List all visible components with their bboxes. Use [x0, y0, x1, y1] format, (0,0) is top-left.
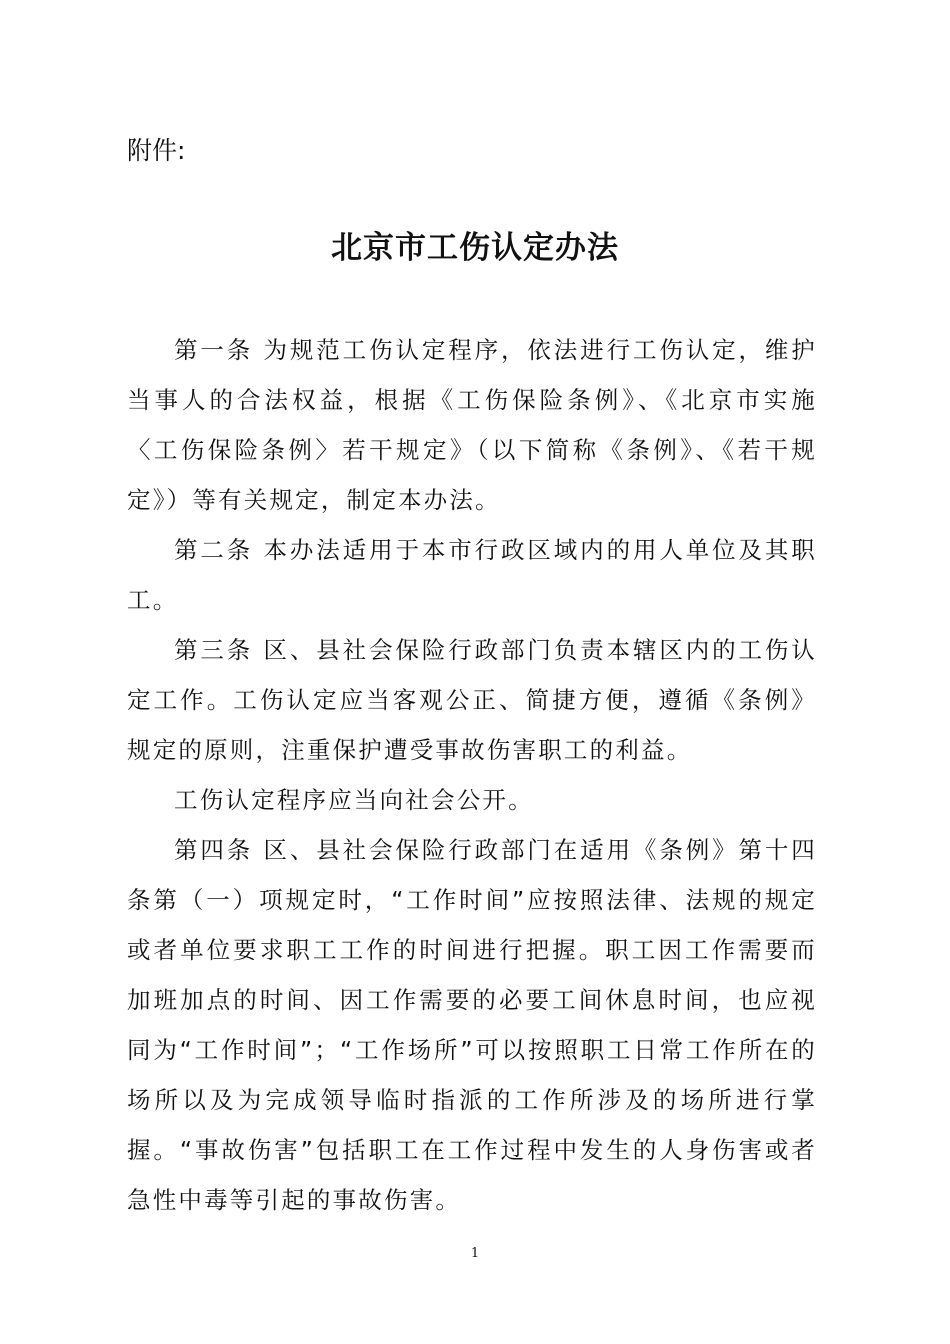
- article-3-paragraph: 第三条 区、县社会保险行政部门负责本辖区内的工伤认定工作。工伤认定应当客观公正、简捷方便，遵循《条例》规定的原则，注重保护遭受事故伤害职工的利益。: [127, 636, 817, 764]
- document-title: 北京市工伤认定办法: [331, 230, 619, 266]
- article-3-continuation-paragraph: 工伤认定程序应当向社会公开。: [174, 786, 534, 814]
- document-body: [127, 325, 817, 1225]
- article-1-paragraph: 第一条 为规范工伤认定程序，依法进行工伤认定，维护当事人的合法权益，根据《工伤保险条例》、《北京市实施〈工伤保险条例〉若干规定》（以下简称《条例》、《若干规定》）等有关规定，制定本办法。: [127, 336, 817, 514]
- article-2-paragraph: 第二条 本办法适用于本市行政区域内的用人单位及其职工。: [127, 536, 817, 614]
- attachment-label: 附件:: [127, 136, 186, 165]
- page-number: 1: [470, 1246, 480, 1261]
- article-4-paragraph: 第四条 区、县社会保险行政部门在适用《条例》第十四条第（一）项规定时，“工作时间”应按照法律、法规的规定或者单位要求职工工作的时间进行把握。职工因工作需要而加班加点的时间、因工作需要的必要工间休息时间，也应视同为“工作时间”；“工作场所”可以按照职工日常工作所在的场所以及为完成领导临时指派的工作所涉及的场所进行掌握。“事故伤害”包括职工在工作过程中发生的人身伤害或者急性中毒等引起的事故伤害。: [127, 836, 817, 1214]
